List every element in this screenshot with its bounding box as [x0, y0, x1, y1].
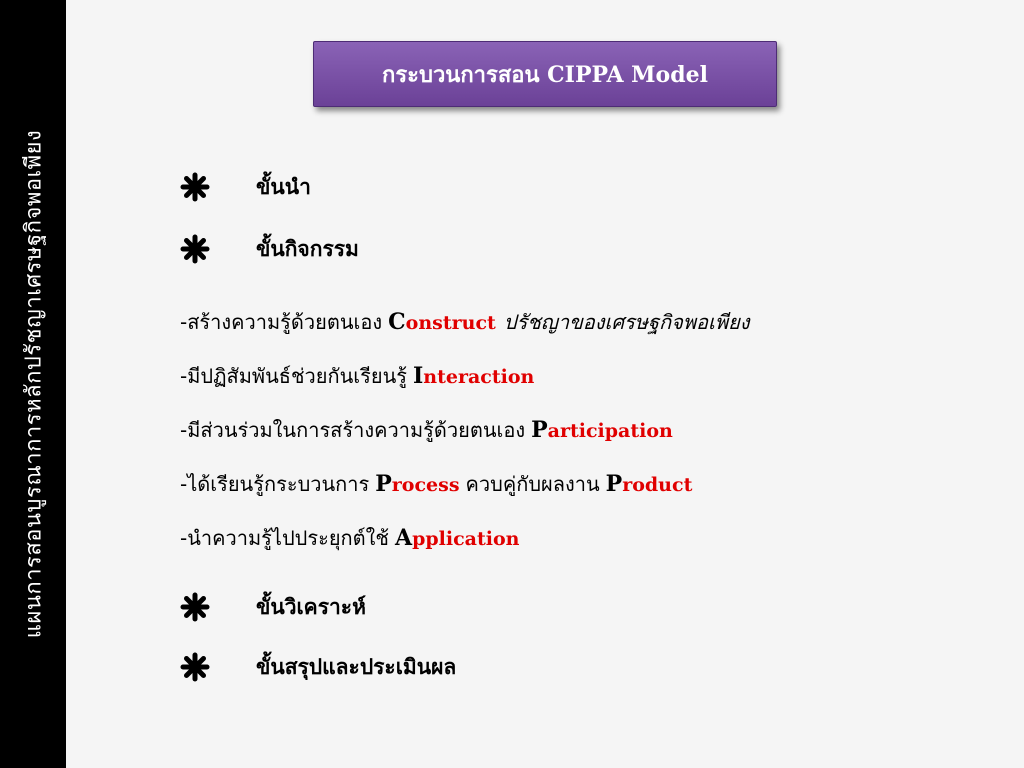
- cippa-letter: A: [394, 525, 413, 551]
- cippa-word: articipation: [547, 420, 673, 442]
- activity-line-construct: [180, 306, 750, 340]
- step-item: [180, 650, 457, 684]
- sidebar: [0, 0, 66, 768]
- asterisk-icon: [180, 652, 210, 682]
- activity-line-interaction: [180, 360, 534, 394]
- cippa-word: onstruct: [405, 312, 496, 334]
- cippa-letter: P: [531, 417, 548, 443]
- cippa-letter: P: [605, 471, 623, 497]
- activity-line-application: [180, 522, 519, 556]
- cippa-word: roduct: [622, 474, 693, 496]
- step-label: ขั้นสรุปและประเมินผล: [256, 654, 457, 679]
- asterisk-icon: [180, 172, 210, 202]
- step-label: ขั้นวิเคราะห์: [256, 594, 366, 619]
- step-item: [180, 170, 311, 204]
- cippa-letter: P: [375, 471, 392, 497]
- activity-text: -นำความรู้ไปประยุกต์ใช้: [180, 526, 389, 550]
- activity-text: ควบคู่กับผลงาน: [465, 472, 600, 496]
- activity-text: -มีส่วนร่วมในการสร้างความรู้ด้วยตนเอง: [180, 418, 526, 442]
- cippa-word: nteraction: [423, 366, 535, 388]
- sidebar-title: แผนการสอนบูรณาการหลักปรัชญาเศรษฐกิจพอเพียง: [21, 129, 47, 639]
- slide-title: กระบวนการสอน CIPPA Model: [382, 61, 708, 88]
- activity-note: ปรัชญาของเศรษฐกิจพอเพียง: [503, 310, 750, 334]
- activity-text: -มีปฏิสัมพันธ์ช่วยกันเรียนรู้: [180, 364, 407, 388]
- cippa-word: pplication: [412, 528, 520, 550]
- activity-text: -ได้เรียนรู้กระบวนการ: [180, 472, 370, 496]
- asterisk-icon: [180, 592, 210, 622]
- step-item: [180, 232, 359, 266]
- asterisk-icon: [180, 234, 210, 264]
- cippa-word: rocess: [391, 474, 460, 496]
- step-label: ขั้นกิจกรรม: [256, 236, 359, 261]
- title-banner: [313, 41, 777, 107]
- cippa-letter: C: [388, 309, 406, 335]
- activity-text: -สร้างความรู้ด้วยตนเอง: [180, 310, 383, 334]
- cippa-letter: I: [413, 363, 424, 389]
- activity-line-process: [180, 468, 692, 502]
- step-item: [180, 590, 366, 624]
- activity-line-participation: [180, 414, 673, 448]
- step-label: ขั้นนำ: [256, 174, 311, 199]
